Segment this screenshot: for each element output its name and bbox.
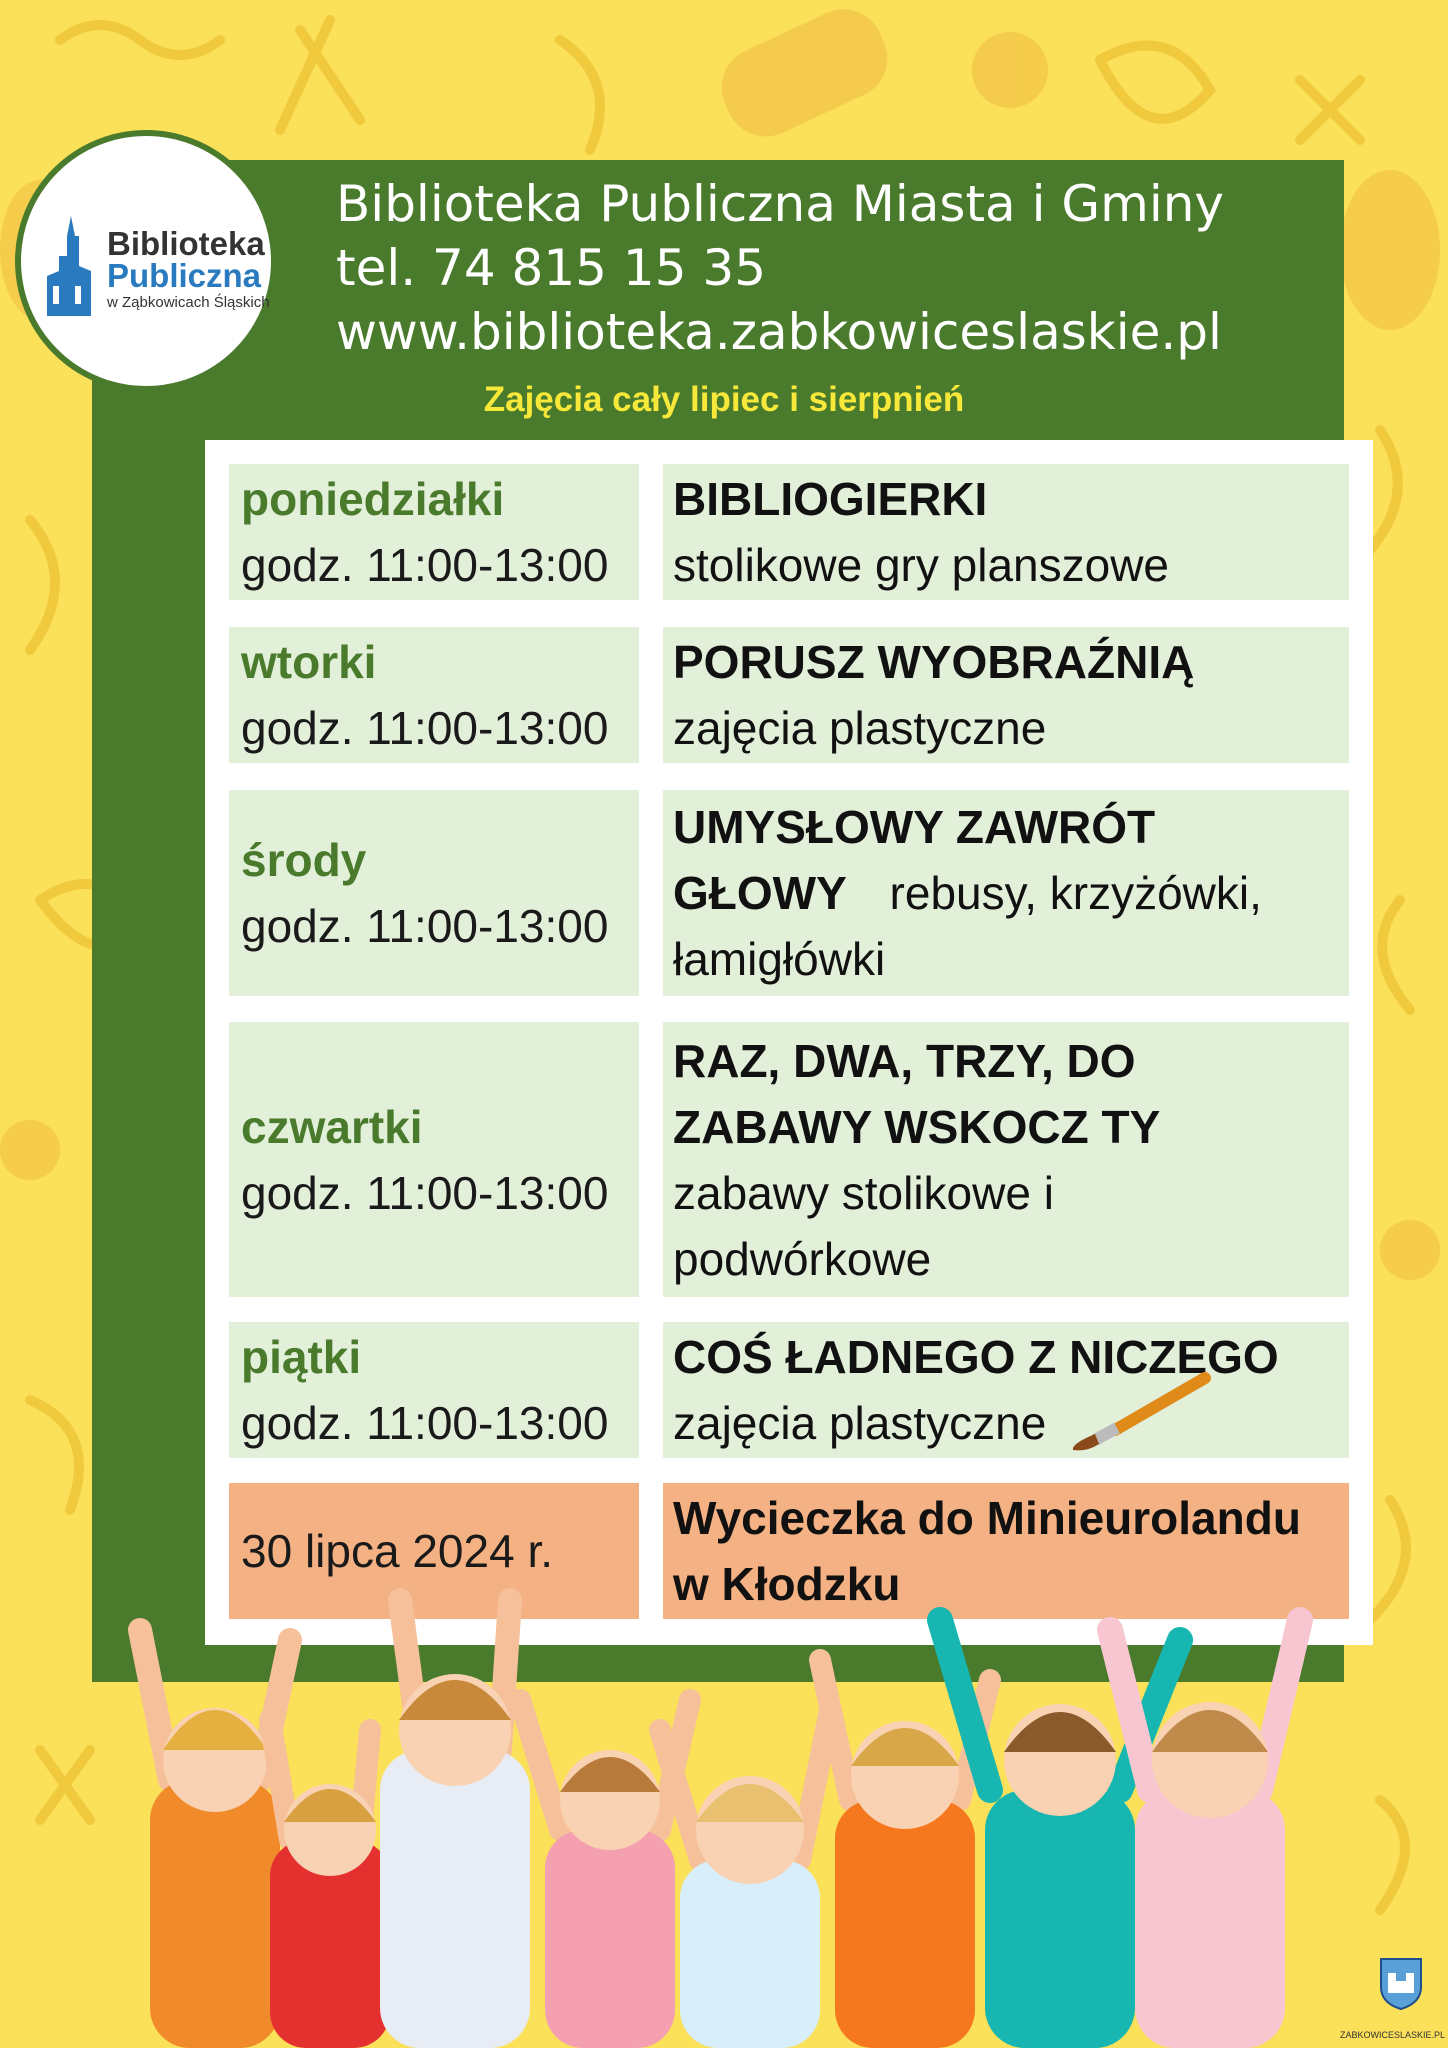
hours: godz. 11:00-13:00 [241,539,609,591]
activity-cell [663,790,1349,996]
schedule-row-monday [229,464,1349,600]
activity-cell [663,1022,1349,1297]
activity-title: PORUSZ WYOBRAŹNIĄ [673,636,1195,688]
hours: godz. 11:00-13:00 [241,1166,609,1219]
activity-desc-inline: rebusy, krzyżówki, [889,867,1262,919]
town-crest-icon [1378,1955,1424,2011]
activity-title-line1: UMYSŁOWY ZAWRÓT [673,801,1156,853]
schedule-row-tuesday [229,627,1349,763]
activity-desc: stolikowe gry planszowe [673,539,1170,591]
subtitle: Zajęcia cały lipiec i sierpnień [483,380,965,419]
logo-text-line1: Biblioteka [107,225,265,262]
schedule-row-wednesday [229,790,1349,996]
day-name: poniedziałki [241,473,505,525]
activity-title: COŚ ŁADNEGO Z NICZEGO [673,1331,1279,1383]
day-name: wtorki [241,636,377,688]
day-name: piątki [241,1331,362,1383]
hours: godz. 11:00-13:00 [241,702,609,754]
schedule-table [205,440,1373,1645]
schedule-row-thursday [229,1022,1349,1297]
activity-cell [663,464,1349,600]
activity-cell [663,627,1349,763]
activity-desc-line1: zabawy stolikowe i [673,1166,1054,1219]
day-cell [229,790,639,996]
activity-desc-line2: podwórkowe [673,1232,932,1285]
day-cell [229,1322,639,1458]
activity-desc-line3: łamigłówki [673,933,886,985]
activity-title-line2-row [673,860,1341,926]
trip-date: 30 lipca 2024 r. [241,1525,554,1577]
library-logo [15,130,277,392]
activity-title: BIBLIOGIERKI [673,473,988,525]
crest-caption: ZABKOWICESLASKIE.PL [1340,2030,1446,2040]
children-illustration [0,1560,1448,2048]
header-block [336,172,1224,364]
day-name: środy [241,834,367,886]
trip-title-line1: Wycieczka do Minieurolandu [673,1492,1301,1544]
day-cell [229,627,639,763]
trip-title-line2: w Kłodzku [673,1558,901,1610]
logo-text-line3: w Ząbkowicach Śląskich [107,294,270,311]
hours: godz. 11:00-13:00 [241,900,609,952]
library-building-icon [41,216,113,316]
website-url: www.biblioteka.zabkowiceslaskie.pl [336,303,1222,361]
activity-title-line2: GŁOWY [673,867,847,919]
logo-text-line2: Publiczna [107,257,262,294]
day-name: czwartki [241,1100,423,1153]
activity-title-line2: ZABAWY WSKOCZ TY [673,1100,1161,1153]
phone-number: tel. 74 815 15 35 [336,239,767,297]
activity-title-line1: RAZ, DWA, TRZY, DO [673,1034,1136,1087]
activity-desc: zajęcia plastyczne [673,1397,1047,1449]
library-name: Biblioteka Publiczna Miasta i Gminy [336,175,1224,233]
hours: godz. 11:00-13:00 [241,1397,609,1449]
day-cell [229,1022,639,1297]
activity-desc: zajęcia plastyczne [673,702,1047,754]
paintbrush-icon [1065,1372,1215,1452]
day-cell [229,464,639,600]
activity-cell [663,1322,1349,1458]
